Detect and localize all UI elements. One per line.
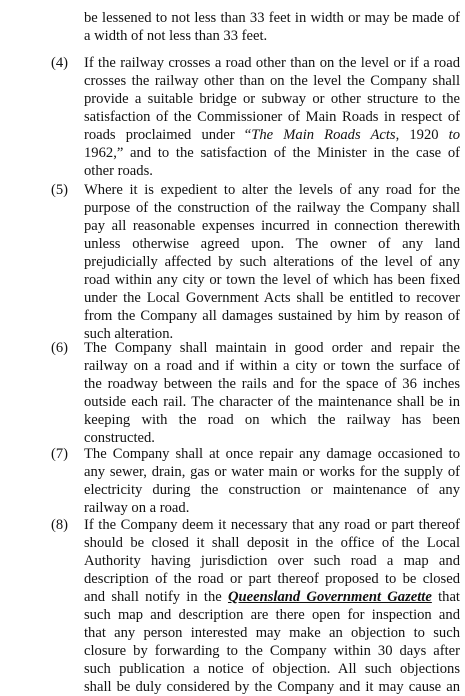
text-run-italic: to bbox=[448, 127, 460, 143]
text-line: keeping with the road on which the railway has been bbox=[84, 412, 460, 428]
text-line: road within any city or town the level of which has been fixed bbox=[84, 272, 460, 288]
act-title: The Main Roads Acts bbox=[251, 127, 396, 143]
text-line: If the railway crosses a road other than on the level or if a road bbox=[84, 55, 460, 71]
paragraph-body bbox=[84, 445, 460, 517]
text-run: and shall notify in the bbox=[84, 589, 228, 605]
paragraph-number: (8) bbox=[51, 517, 69, 533]
text-line: the roadway between the rails and for the space of 36 inches bbox=[84, 376, 460, 392]
text-line: electricity during the construction or maintenance of any bbox=[84, 482, 460, 498]
paragraph-number: (6) bbox=[51, 340, 69, 356]
text-line: should be closed it shall deposit in the office of the Local bbox=[84, 535, 460, 551]
text-line: other roads. bbox=[84, 163, 153, 179]
paragraph-number: (4) bbox=[51, 55, 69, 71]
text-line: such publication a notice of objection. All such objections bbox=[84, 661, 460, 677]
text-line-with-gazette-title bbox=[84, 588, 460, 606]
text-line: Authority having jurisdiction over such road a map and bbox=[84, 553, 460, 569]
text-run: that bbox=[431, 589, 460, 605]
text-line: The Company shall at once repair any damage occasioned to bbox=[84, 446, 460, 462]
text-line: such map and description are there open for inspection and bbox=[84, 607, 460, 623]
paragraph-body bbox=[84, 339, 460, 447]
text-line: railway on a road. bbox=[84, 500, 190, 516]
paragraph-body bbox=[84, 516, 460, 696]
text-line: prejudicially affected by such alterations of the level of any bbox=[84, 254, 460, 270]
text-run: , 1920 bbox=[395, 127, 449, 143]
paragraph-body bbox=[84, 9, 460, 45]
text-line-with-act-title bbox=[84, 126, 460, 144]
paragraph-body bbox=[84, 54, 460, 180]
text-line: from the Company all damages sustained by him by reason of bbox=[84, 308, 460, 324]
text-line: any sewer, drain, gas or water main or works for the supply of bbox=[84, 464, 460, 480]
text-line: satisfaction of the Commissioner of Main Roads in respect of bbox=[84, 109, 460, 125]
text-line: shall be duly considered by the Company and it may cause an bbox=[84, 679, 460, 695]
text-line: such alteration. bbox=[84, 326, 174, 342]
text-line: pay all reasonable expenses incurred in connection therewith bbox=[84, 218, 460, 234]
text-line: a width of not less than 33 feet. bbox=[84, 28, 268, 44]
gazette-title: Queensland Government Gazette bbox=[227, 589, 432, 605]
text-line: be lessened to not less than 33 feet in width or may be made of bbox=[84, 10, 460, 26]
text-line: under the Local Government Acts shall be entitled to recover bbox=[84, 290, 460, 306]
text-line: closure by forwarding to the Company within 30 days after bbox=[84, 643, 460, 659]
paragraph-number: (7) bbox=[51, 446, 69, 462]
text-line: unless otherwise agreed upon. The owner of any land bbox=[84, 236, 460, 252]
text-line: provide a suitable bridge or subway or other structure to the bbox=[84, 91, 460, 107]
text-line: Where it is expedient to alter the levels of any road for the bbox=[84, 182, 460, 198]
text-line: crosses the railway other than on the level the Company shall bbox=[84, 73, 460, 89]
text-line: that any person interested may make an objection to such bbox=[84, 625, 460, 641]
text-line: constructed. bbox=[84, 430, 155, 446]
text-line: If the Company deem it necessary that any road or part thereof bbox=[84, 517, 460, 533]
text-line: outside each rail. The character of the maintenance shall be in bbox=[84, 394, 460, 410]
paragraph-body bbox=[84, 181, 460, 343]
text-line: description of the road or part thereof proposed to be closed bbox=[84, 571, 460, 587]
text-line: 1962,” and to the satisfaction of the Minister in the case of bbox=[84, 145, 460, 161]
text-run: roads proclaimed under “ bbox=[84, 127, 252, 143]
text-line: The Company shall maintain in good order and repair the bbox=[84, 340, 460, 356]
text-line: purpose of the construction of the railway the Company shall bbox=[84, 200, 460, 216]
text-line: railway on a road and if within a city or town the surface of bbox=[84, 358, 460, 374]
paragraph-number: (5) bbox=[51, 182, 69, 198]
